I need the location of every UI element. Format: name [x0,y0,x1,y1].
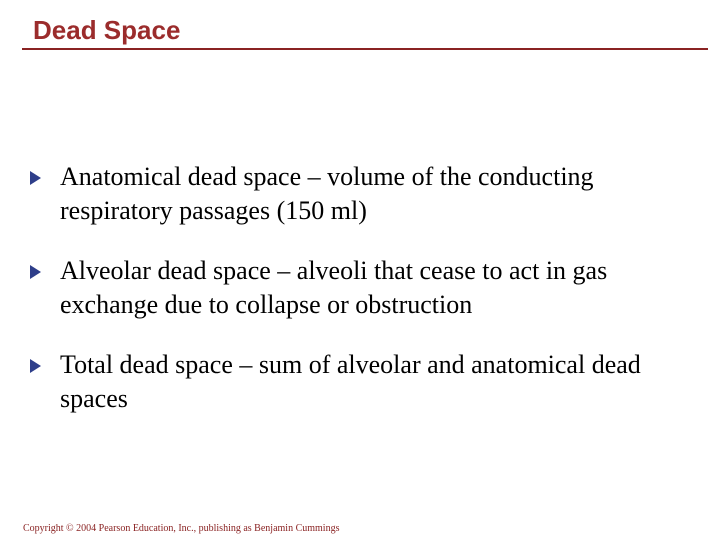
slide-title: Dead Space [33,15,181,45]
bullet-item [0,348,728,416]
triangle-bullet-icon [30,359,41,373]
bullet-list [0,160,728,442]
bullet-item [0,254,728,322]
bullet-text: Alveolar dead space – alveoli that cease to act in gas exchange due to collapse or obstruction [60,256,608,319]
bullet-text: Anatomical dead space – volume of the conducting respiratory passages (150 ml) [60,162,594,225]
bullet-item [0,160,728,228]
bullet-text: Total dead space – sum of alveolar and anatomical dead spaces [60,350,641,413]
title-underline [22,48,708,50]
triangle-bullet-icon [30,265,41,279]
triangle-bullet-icon [30,171,41,185]
copyright-footer: Copyright © 2004 Pearson Education, Inc., publishing as Benjamin Cummings [23,523,340,534]
